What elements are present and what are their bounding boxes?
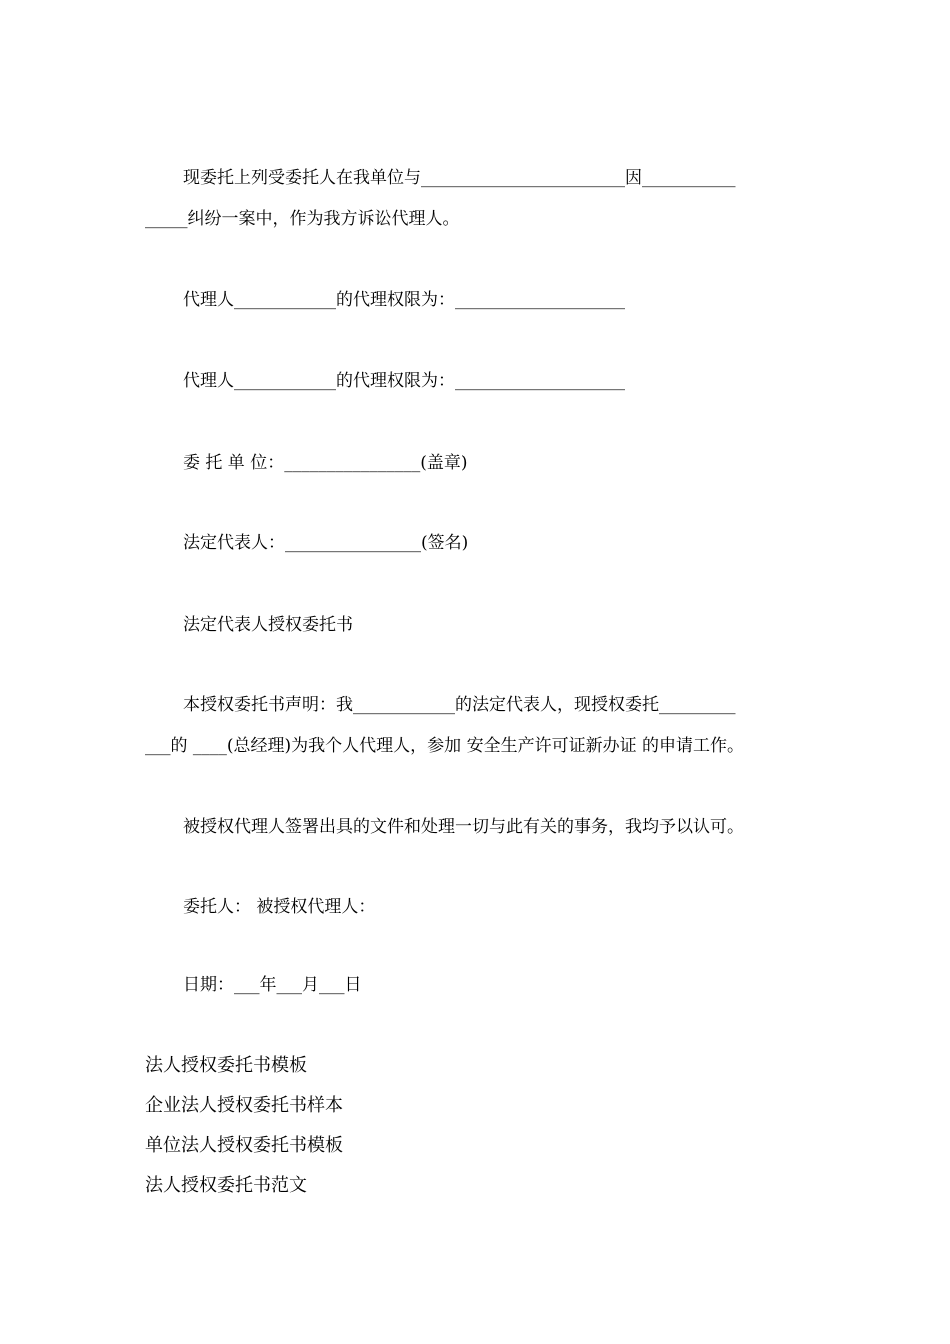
- related-link[interactable]: 法人授权委托书范文: [145, 1175, 307, 1196]
- signatories: 委托人： 被授权代理人：: [183, 897, 376, 917]
- approval-statement: 被授权代理人签署出具的文件和处理一切与此有关的事务，我均予以认可。: [183, 817, 744, 837]
- paragraph1-line1: 现委托上列受委托人在我单位与________________________因___________: [183, 168, 736, 188]
- related-link[interactable]: 单位法人授权委托书模板: [145, 1135, 343, 1156]
- related-link[interactable]: 法人授权委托书模板: [145, 1055, 307, 1076]
- section-title: 法定代表人授权委托书: [183, 615, 353, 635]
- paragraph1-line2: _____纠纷一案中，作为我方诉讼代理人。: [145, 209, 460, 229]
- declaration-line2: ___的 ____(总经理)为我个人代理人，参加 安全生产许可证新办证 的申请工作。: [145, 736, 744, 756]
- legal-representative: 法定代表人：________________(签名): [183, 533, 469, 553]
- agent2-scope: 代理人____________的代理权限为：____________________: [183, 371, 625, 391]
- agent1-scope: 代理人____________的代理权限为：____________________: [183, 290, 625, 310]
- related-link[interactable]: 企业法人授权委托书样本: [145, 1095, 343, 1116]
- date-line: 日期：___年___月___日: [183, 975, 362, 995]
- declaration-line1: 本授权委托书声明：我____________的法定代表人，现授权委托_________: [183, 695, 736, 715]
- entrusting-unit: 委 托 单 位：________________(盖章): [183, 453, 468, 473]
